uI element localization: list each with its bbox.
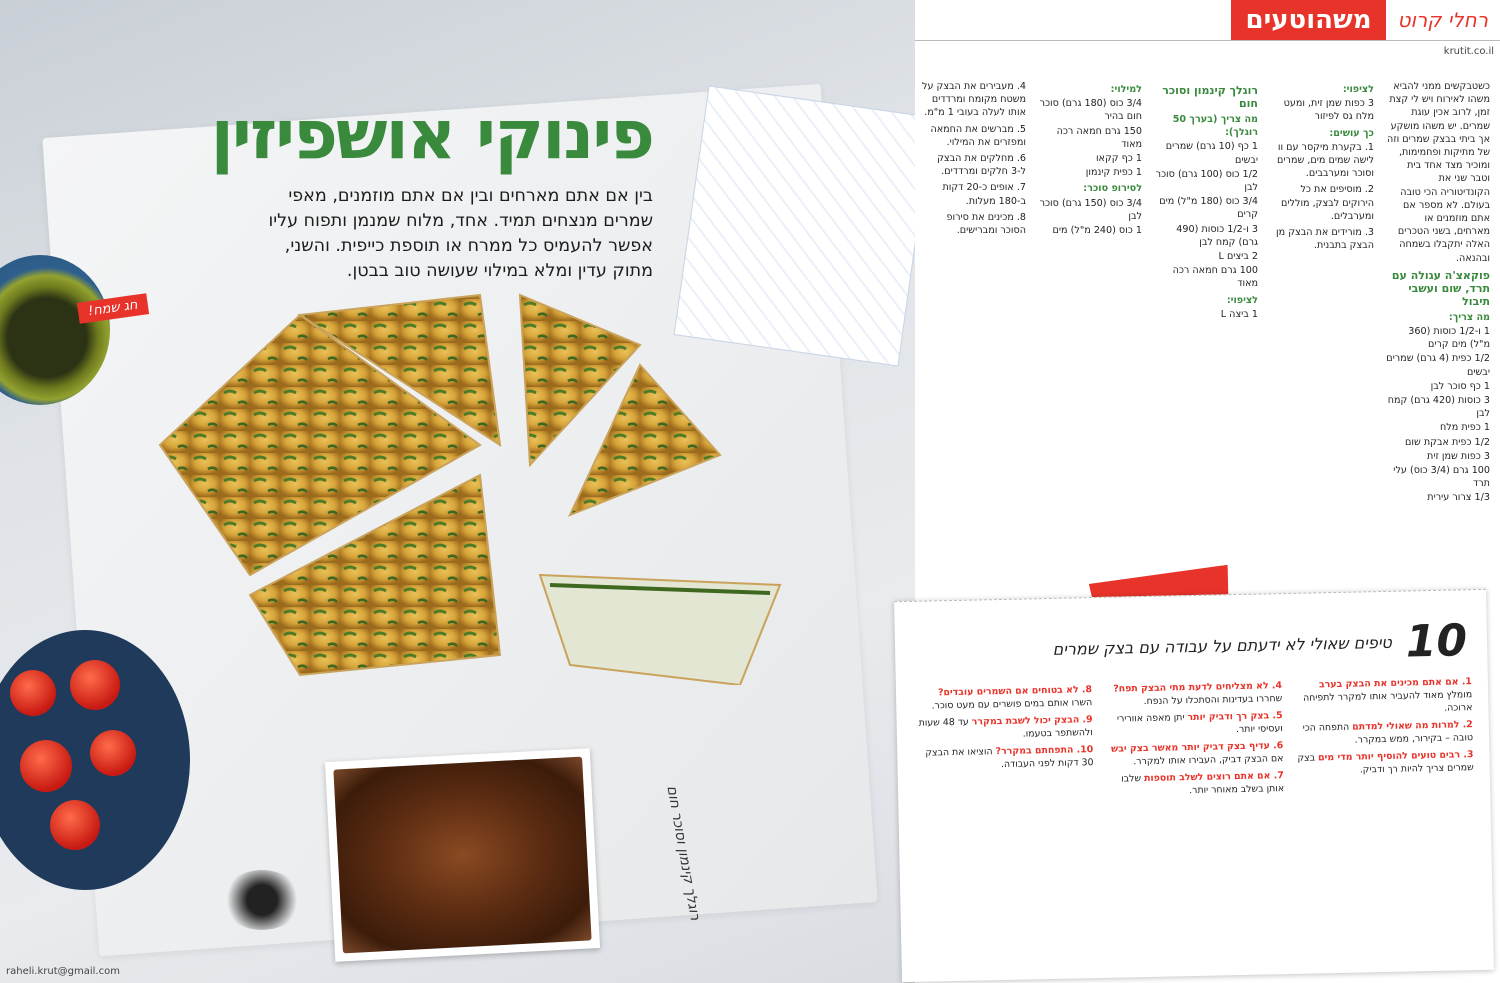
tips-columns [916,675,1474,807]
tip-head: 5. בצק רך ודביק יותר [1187,710,1283,724]
tip-head: 4. לא מצליחים לדעת מתי הבצק תפח? [1113,680,1283,695]
tips-header [1052,615,1467,675]
photo-credit: raheli.krut@gmail.com [6,966,120,977]
section-label: מה צריך (בערך 50 רוגלך): [1172,114,1258,139]
ingredient: 1 כף סוכר לבן [1430,380,1490,392]
tip [1106,679,1283,709]
tip-head: 3. רבים טועים להוסיף יותר מדי מים [1317,749,1474,764]
rugelach-photo-card [325,748,600,962]
ingredient: 1 כפית מלח [1440,422,1490,434]
tip [917,743,1094,773]
section-label: לציפוי: [1226,294,1258,306]
ingredient: 3/4 כוס (180 מ"ל) מים קרים [1159,196,1258,221]
step: 4. מעבירים את הבצק על משטח מקומח ומרדדים אותו לעלה בעובי 1 מ"מ. [922,81,1026,119]
ingredient: 3/4 כוס (180 גרם) סוכר חום בהיר [1039,98,1142,123]
site-url: krutit.co.il [1443,46,1494,57]
tip-head: 9. הבצק יכול לשבת במקרר [971,714,1093,728]
tip-body: יתן מאפה אוורירי ועסיסי יותר. [1116,712,1283,736]
tip [1296,675,1473,718]
tip-head: 1. אם אתם מכינים את הבצק בערב [1318,676,1473,691]
ingredient-list [1386,325,1490,505]
recipe-column [1270,80,1374,506]
tip-body: אם הבצק דביק, העבירו אותו למקרר. [1133,753,1284,768]
author-name: רחלי קרוט [1397,8,1488,32]
tip-head: 10. התפחתם במקרר? [995,744,1094,758]
tips-title: טיפים שאולי לא ידעתם על עבודה עם בצק שמרים [1052,632,1393,659]
tip-head: 7. אם אתם רוצים לשלב תוספות [1143,770,1284,785]
tips-box [894,589,1494,982]
ingredient: 3 כפות שמן זית, ומעט מלח גס לפיזור [1283,98,1374,123]
ingredient: 1 ו-1/2 כוסות (360 מ"ל) מים קרים [1408,326,1490,351]
ingredient-list [1270,97,1374,123]
step: 3. מורידים את הבצק מן הבצק בתבנית. [1276,227,1374,252]
step: 5. מברשים את החמאה ומפזרים את המילוי. [930,123,1026,148]
tip [1107,739,1284,769]
column-intro: כשטבקשים ממני להביא משהו לאירוח ויש לי קצת זמן, לרוב אכין עוגת שמרים. יש משהו מושקע אך ביתי בבצק שמרים וזה של מתיקות ופחמימות, ומוכיר מצד אחד בית וטבר שני את הקונדיטוריה הכי טובה בעולם. לא מספר אם אתם מוזמנים או מארחים, בשני הטכרים האלה יתקבלו בשמחה ובהנאה. [1387,81,1490,264]
tip [1297,748,1474,778]
tips-column [1106,679,1284,803]
ingredient: 1 כוס (240 מ"ל) מים [1052,225,1142,237]
ingredient-list [1038,197,1142,238]
recipe-column [1038,80,1142,506]
recipe-column [922,80,1026,506]
tip [1297,718,1474,748]
ingredient: 1 כף (10 גרם) שמרים יבשים [1165,141,1258,166]
intro-text: בין אם אתם מארחים ובין אם אתם מוזמנים, מאפי שמרים מנצחים תמיד. אחד, מלוח שמנמן ותפוח עליו אפשר להעמיס כל ממרח או תוספת כייפית. והשני, מתוק עדין ומלא במילוי שעושה טוב בבטן. [268,186,653,281]
section-label: לסירופ סוכר: [1083,183,1142,195]
ingredient: 1/3 צרור עירית [1427,492,1490,504]
black-pepper-image [222,870,302,930]
tip-body: השרו אותם במים פושרים עם מעט סוכר. [931,697,1093,712]
tip-body: שחררו בעדינות והסתכלו על הנפח. [1143,693,1283,708]
ingredient: 1 כפית קינמון [1085,167,1142,179]
ingredient: 3 כוסות (420 גרם) קמח לבן [1387,395,1490,420]
section-label: כך עושים: [1329,127,1374,139]
recipe-columns [922,80,1490,506]
ingredient: 1 ביצה L [1220,308,1258,320]
step: 7. אופים כ-20 דקות ב-180 מעלות. [942,182,1026,207]
section-label: מה צריך: [1448,311,1490,323]
headline: פינוקי אושפיזין [210,96,653,175]
section-label: לציפוי: [1342,84,1374,95]
step: 8. מכינים את סירופ הסוכר ומברישים. [946,211,1026,237]
tip-head: 6. עדיף בצק דביק יותר מאשר בצק יבש [1110,740,1284,755]
ingredient-list [1154,308,1258,321]
ingredient: 100 גרם (3/4 כוס) עלי תרד [1393,465,1490,490]
rugelach-caption: רוגלך קינמון וסוכר חום [663,784,703,922]
ingredient: 3 כפות שמן זית [1427,450,1490,462]
tip-head: 8. לא בטוחים אם השמרים עובדים? [937,684,1093,699]
tips-number: 10 [1405,615,1468,668]
header-rule [915,40,1500,41]
tip-body: שלבו אותן בשלב מאוחר יותר. [1121,773,1285,797]
ingredient: 1/2 כפית אבקת שום [1405,436,1490,448]
tip [917,713,1094,743]
tip-body: הוציאו את הבצק 30 דקות לפני העבודה. [925,746,1094,771]
tips-column [1296,675,1474,799]
tip-body: עד 48 שעות ולהשתפר בטעמו. [918,716,1093,740]
recipe-column [1386,80,1490,506]
tip [916,683,1093,713]
tip-head: 2. למרות מה שאולי למדתם [1352,719,1473,733]
step: 2. מוסיפים את כל הירוקים לבצק, מוללים ומערבלים. [1281,184,1374,222]
recipe-column [1154,80,1258,506]
focaccia-image [100,255,820,685]
ingredient: 150 גרם חמאה רכה מאוד [1056,125,1142,150]
ingredient-list [1154,140,1258,290]
tip-body: התפחה הכי טובה – בקירור, ממש במקרר. [1302,721,1474,746]
section-name: משהוטעים [1231,0,1385,40]
ingredient: 1 כף קקאו [1095,153,1142,165]
step: 1. בקערת מיקסר עם וו לישה שמים מים, שמרים וסוכר ומערבבים. [1277,141,1374,180]
tip [1106,709,1283,739]
ingredient: 1/2 כוס (100 גרם) סוכר לבן [1155,168,1258,194]
recipe-title: פוקאצ'ה עגולה עם תרד, שום ועשבי תיבול [1391,268,1490,308]
tip [1108,769,1285,799]
tip-body: בצק שמרים צריך להיות רך ודביק. [1297,752,1474,776]
ingredient: 3/4 כוס (150 גרם) סוכר לבן [1039,197,1142,222]
ingredient: 2 ביצים L [1218,251,1258,263]
ingredient-list [1038,97,1142,179]
recipe-title: רוגלך קינמון וסוכר חום [1162,84,1258,110]
section-banner [1231,0,1500,40]
ingredient: 3 ו-1/2 כוסות (490 גרם) קמח לבן [1176,223,1258,248]
tip-body: מומלץ מאוד להעביר אותו למקרר לתפיחה ארוכה. [1302,689,1473,714]
holiday-note: חג שמח! [77,293,149,324]
tips-column [916,683,1094,807]
ingredient: 1/2 כפית (4 גרם) שמרים יבשים [1386,353,1490,378]
step: 6. מחלקים את הבצק ל-3 חלקים ומרדדים. [937,153,1026,178]
rugelach-image [333,757,591,954]
section-label: למילוי: [1110,84,1142,95]
ingredient: 100 גרם חמאה רכה מאוד [1172,265,1258,290]
